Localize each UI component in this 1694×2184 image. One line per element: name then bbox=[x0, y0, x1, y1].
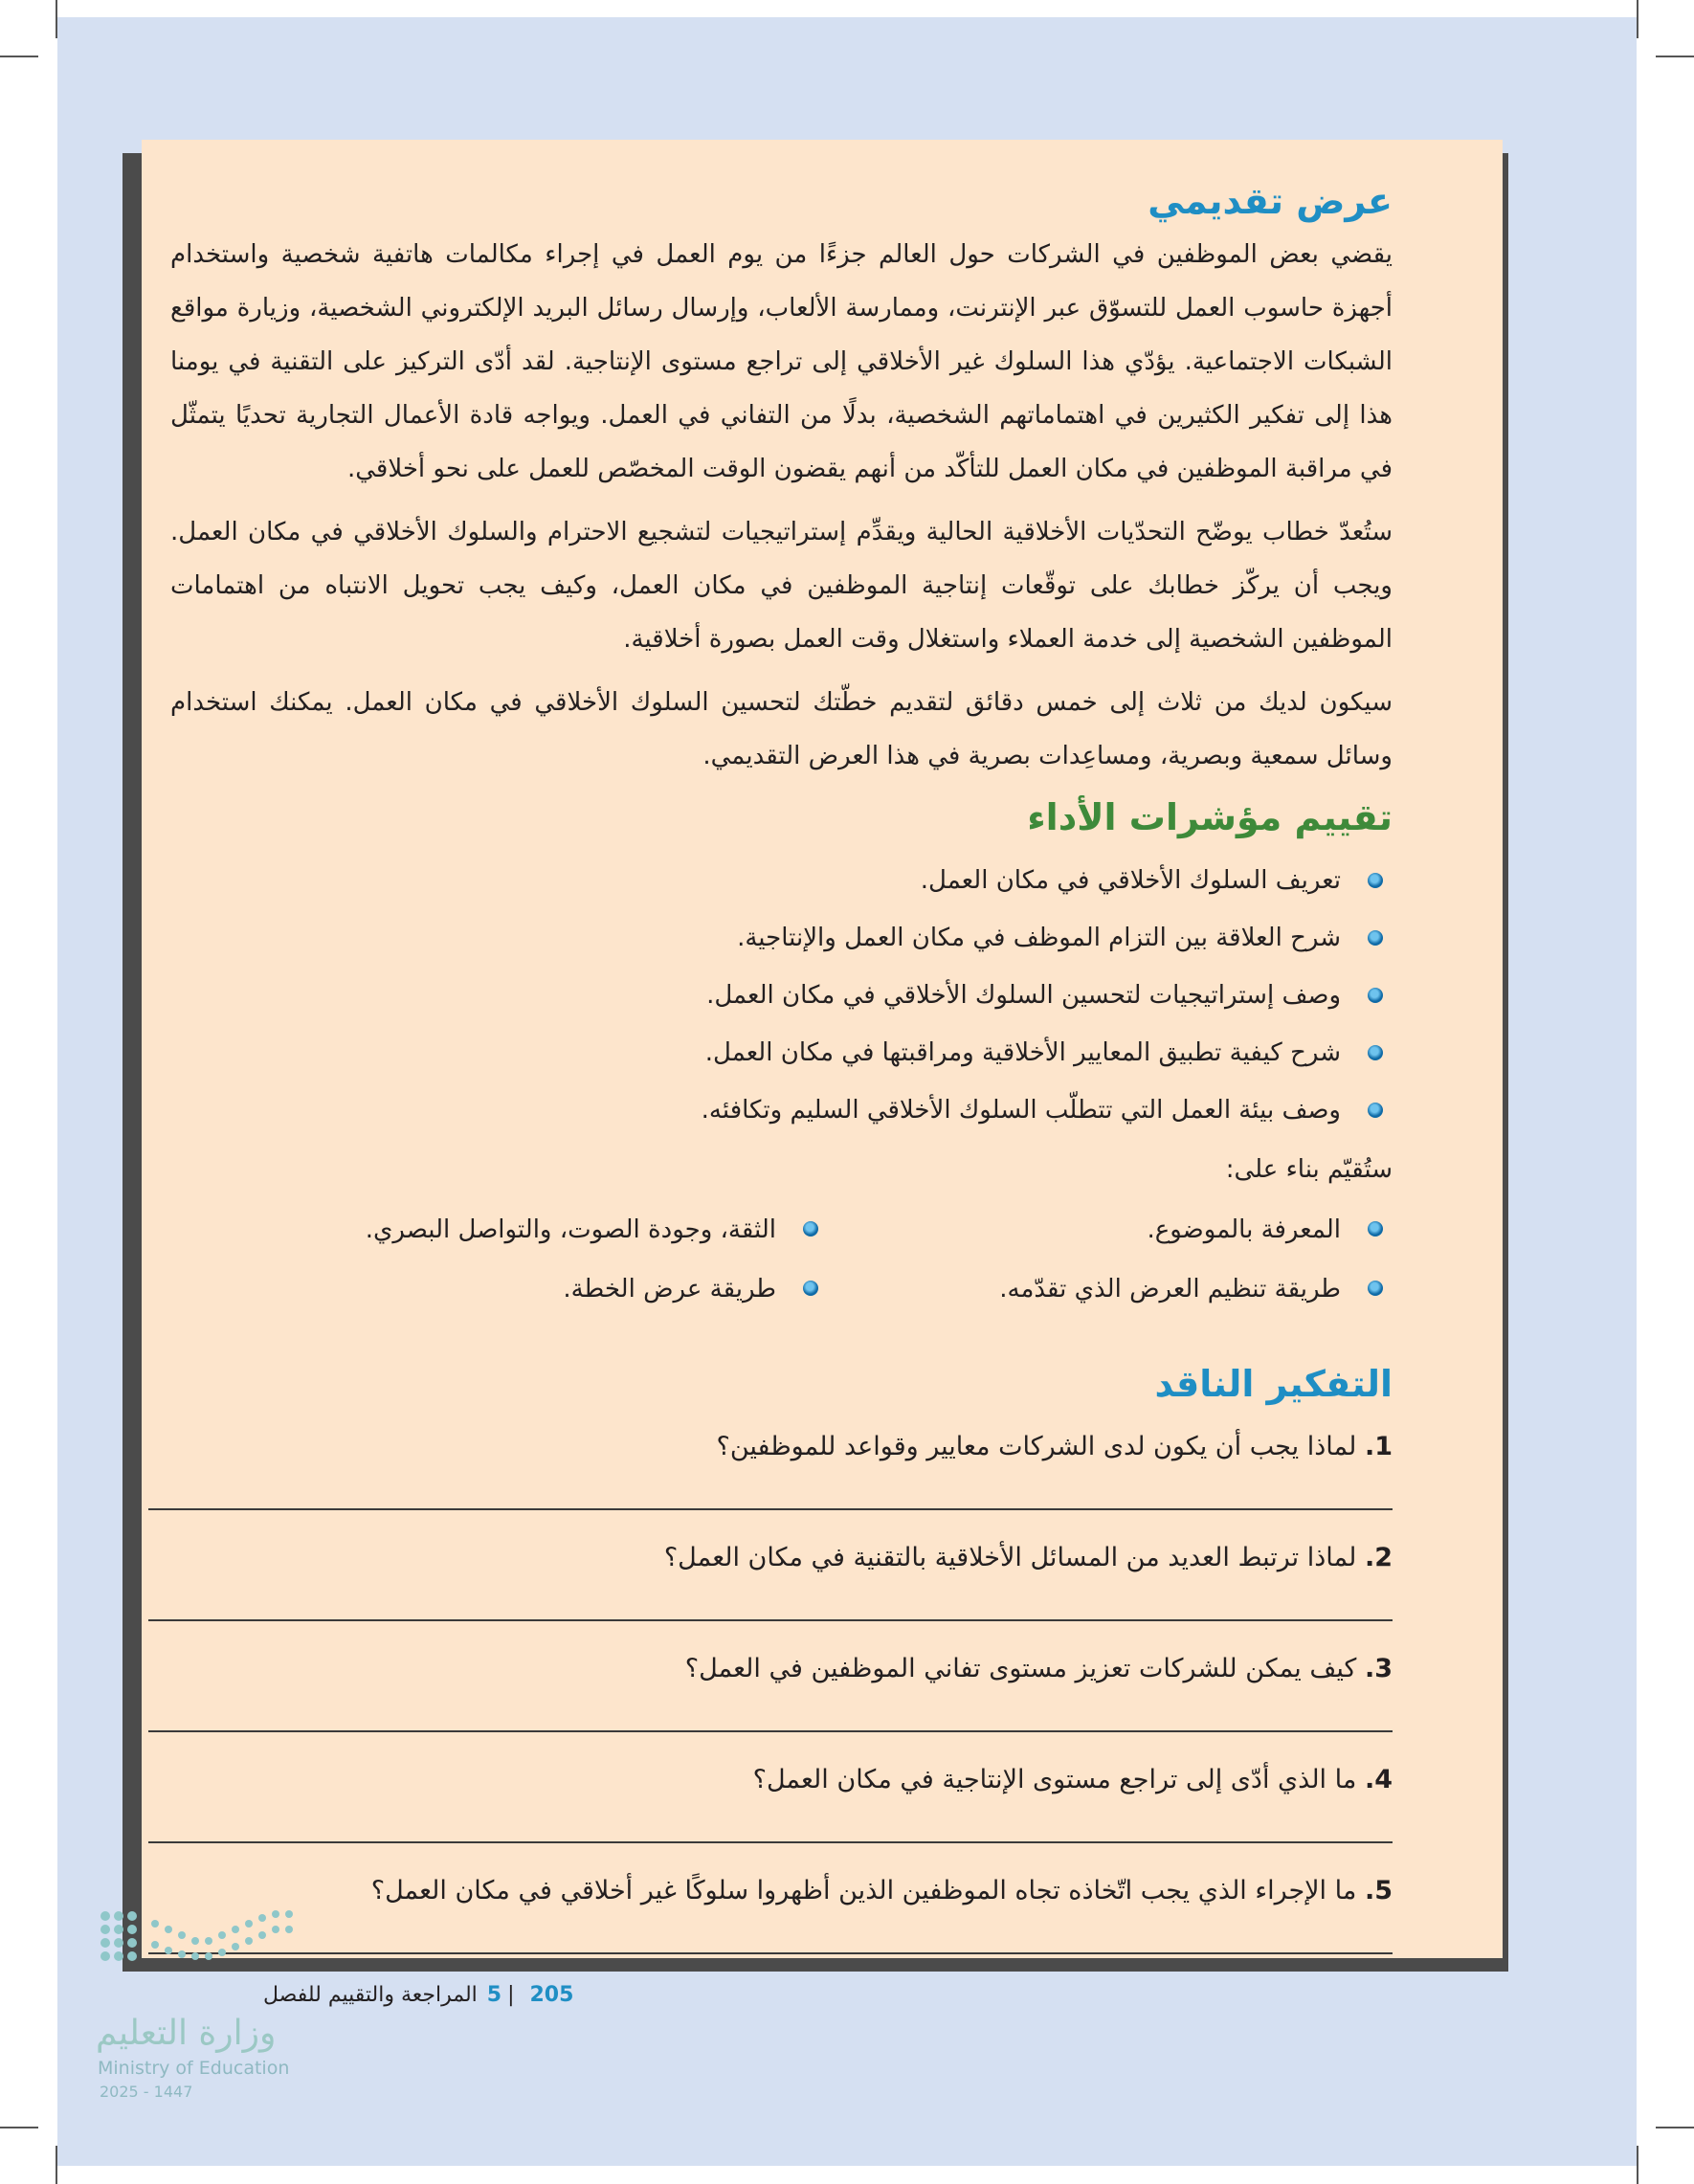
question: 5. ما الإجراء الذي يجب اتّخاذه تجاه الموظفين الذين أظهروا سلوكًا غير أخلاقي في مكان العمل؟ bbox=[370, 1876, 1393, 1905]
bullet-icon bbox=[1368, 1281, 1383, 1296]
critical-thinking-title: التفكير الناقد bbox=[1154, 1363, 1393, 1405]
critical-thinking-section bbox=[170, 1357, 1393, 1954]
crop-mark bbox=[56, 0, 57, 38]
bullet-icon bbox=[1368, 1221, 1383, 1237]
bullet-icon bbox=[1368, 988, 1383, 1003]
chapter-label: المراجعة والتقييم للفصل bbox=[263, 1983, 478, 2007]
criteria-item: المعرفة بالموضوع. bbox=[837, 1200, 1393, 1259]
answer-line[interactable] bbox=[148, 1730, 1393, 1732]
ministry-logo-icon bbox=[96, 1906, 306, 1973]
chapter-number: 5 bbox=[486, 1983, 502, 2007]
crop-mark bbox=[1656, 2127, 1694, 2128]
question-block bbox=[170, 1535, 1393, 1621]
presentation-section bbox=[170, 174, 1393, 783]
ministry-name-ar: وزارة التعليم bbox=[96, 2014, 277, 2053]
question-block bbox=[170, 1868, 1393, 1954]
criteria-item: الثقة، وجودة الصوت، والتواصل البصري. bbox=[273, 1200, 828, 1259]
crop-mark bbox=[1656, 56, 1694, 57]
bullet-icon bbox=[1368, 930, 1383, 946]
ministry-year: 2025 - 1447 bbox=[100, 2083, 193, 2101]
presentation-paragraph: ستُعدّ خطاب يوضّح التحدّيات الأخلاقية الحالية ويقدِّم إستراتيجيات لتشجيع الاحترام والسلوك الأخلاقي في مكان العمل. ويجب أن يركّز خطابك على توقّعات إنتاجية الموظفين في مكان العمل، وكيف يجب تحويل الانتباه من اهتمامات الموظفين الشخصية إلى خدمة العملاء واستغلال وقت العمل بصورة أخلاقية. bbox=[170, 518, 1393, 654]
answer-line[interactable] bbox=[148, 1508, 1393, 1510]
bullet-icon bbox=[1368, 1045, 1383, 1060]
indicators-section bbox=[170, 791, 1393, 1319]
bullet-icon bbox=[1368, 873, 1383, 888]
presentation-paragraph: سيكون لديك من ثلاث إلى خمس دقائق لتقديم خطّتك لتحسين السلوك الأخلاقي في مكان العمل. يمكنك استخدام وسائل سمعية وبصرية، ومساعِدات بصرية في هذا العرض التقديمي. bbox=[170, 688, 1393, 770]
answer-line[interactable] bbox=[148, 1952, 1393, 1954]
crop-mark bbox=[0, 2127, 38, 2128]
ministry-name-en: Ministry of Education bbox=[98, 2058, 290, 2079]
crop-mark bbox=[56, 2146, 57, 2184]
question: 4. ما الذي أدّى إلى تراجع مستوى الإنتاجية في مكان العمل؟ bbox=[752, 1765, 1393, 1794]
question: 2. لماذا ترتبط العديد من المسائل الأخلاقية بالتقنية في مكان العمل؟ bbox=[663, 1543, 1393, 1572]
question-block bbox=[170, 1757, 1393, 1843]
assessment-note: ستُقيّم بناء على: bbox=[1225, 1155, 1393, 1184]
crop-mark bbox=[1637, 2146, 1638, 2184]
page-number: 205 bbox=[529, 1983, 574, 2007]
question: 1. لماذا يجب أن يكون لدى الشركات معايير وقواعد للموظفين؟ bbox=[716, 1432, 1393, 1461]
page-footer bbox=[96, 1972, 574, 2134]
list-item: وصف إستراتيجيات لتحسين السلوك الأخلاقي في مكان العمل. bbox=[170, 967, 1393, 1024]
criteria-grid bbox=[170, 1200, 1393, 1319]
criteria-item: طريقة تنظيم العرض الذي تقدّمه. bbox=[837, 1259, 1393, 1319]
list-item: وصف بيئة العمل التي تتطلّب السلوك الأخلاقي السليم وتكافئه. bbox=[170, 1081, 1393, 1139]
criteria-item: طريقة عرض الخطة. bbox=[273, 1259, 828, 1319]
crop-mark bbox=[1637, 0, 1638, 38]
answer-line[interactable] bbox=[148, 1619, 1393, 1621]
crop-mark bbox=[0, 56, 38, 57]
indicators-list bbox=[170, 852, 1393, 1139]
indicators-title: تقييم مؤشرات الأداء bbox=[1027, 796, 1393, 838]
bullet-icon bbox=[803, 1281, 818, 1296]
presentation-title: عرض تقديمي bbox=[1148, 180, 1393, 222]
answer-line[interactable] bbox=[148, 1841, 1393, 1843]
list-item: تعريف السلوك الأخلاقي في مكان العمل. bbox=[170, 852, 1393, 909]
bullet-icon bbox=[1368, 1103, 1383, 1118]
list-item: شرح العلاقة بين التزام الموظف في مكان العمل والإنتاجية. bbox=[170, 909, 1393, 967]
presentation-paragraph: يقضي بعض الموظفين في الشركات حول العالم جزءًا من يوم العمل في إجراء مكالمات هاتفية شخصية واستخدام أجهزة حاسوب العمل للتسوّق عبر الإنترنت، وممارسة الألعاب، وإرسال رسائل البريد الإلكتروني الشخصية، وزيارة مواقع الشبكات الاجتماعية. يؤدّي هذا السلوك غير الأخلاقي إلى تراجع مستوى الإنتاجية. لقد أدّى التركيز على التقنية في يومنا هذا إلى تفكير الكثيرين في اهتماماتهم الشخصية، بدلًا من التفاني في العمل. ويواجه قادة الأعمال التجارية تحديًا يتمثّل في مراقبة الموظفين في مكان العمل للتأكّد من أنهم يقضون الوقت المخصّص للعمل على نحو أخلاقي. bbox=[170, 240, 1393, 483]
question-block bbox=[170, 1424, 1393, 1510]
question-block bbox=[170, 1646, 1393, 1732]
content-page bbox=[142, 140, 1503, 1958]
footer-caption: 205|5المراجعة والتقييم للفصل bbox=[263, 1983, 574, 2007]
question: 3. كيف يمكن للشركات تعزيز مستوى تفاني الموظفين في العمل؟ bbox=[684, 1654, 1393, 1683]
list-item: شرح كيفية تطبيق المعايير الأخلاقية ومراقبتها في مكان العمل. bbox=[170, 1024, 1393, 1081]
bullet-icon bbox=[803, 1221, 818, 1237]
